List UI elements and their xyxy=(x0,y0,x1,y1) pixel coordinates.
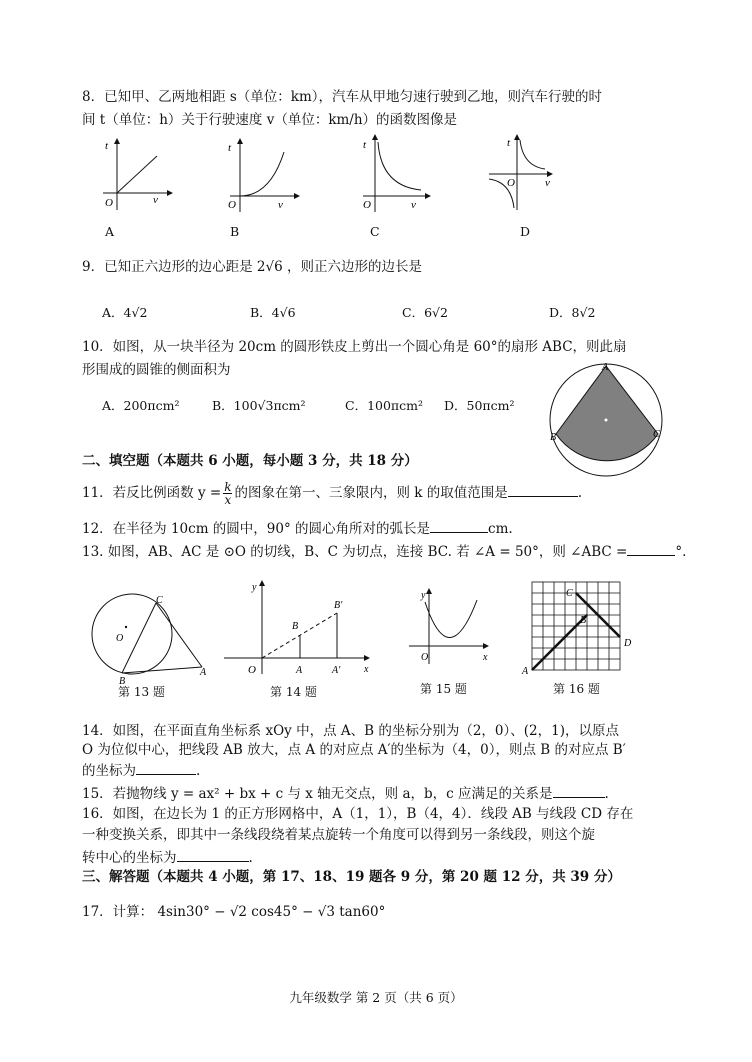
f15-label-y: y xyxy=(421,590,426,601)
f16-label-b: B xyxy=(580,615,587,626)
q8-graph-a xyxy=(95,138,185,218)
figure-16-caption: 第 16 题 xyxy=(553,682,600,696)
q8b-o-label: O xyxy=(228,199,236,211)
q8d-t-label: t xyxy=(507,137,511,149)
q8a-o-label: O xyxy=(105,197,113,209)
q17-line: 17．计算： 4sin30° − √2 cos45° − √3 tan60° xyxy=(82,904,386,920)
q8-graph-b xyxy=(222,138,312,218)
f16-label-c: C xyxy=(566,588,573,599)
page-footer: 九年级数学 第 2 页（共 6 页） xyxy=(289,990,463,1005)
f14-label-x: x xyxy=(364,664,369,675)
f13-label-a: A xyxy=(200,667,207,678)
q8-stem-line2: 间 t（单位：h）关于行驶速度 v（单位：km/h）的函数图像是 xyxy=(82,112,458,128)
q8c-o-label: O xyxy=(363,199,371,211)
figure-16 xyxy=(520,578,645,678)
f14-label-b: B xyxy=(292,621,299,632)
q12-answer-blank[interactable] xyxy=(430,518,488,533)
section2-heading: 二、填空题（本题共 6 小题，每小题 3 分，共 18 分） xyxy=(82,453,418,469)
f13-label-c: C xyxy=(156,595,163,606)
q11-line: 11．若反比例函数 y = $\frac{k}{x}$ 的图象在第一、三象限内，则 k 的取值范围是 . xyxy=(82,480,583,507)
q13-answer-blank[interactable] xyxy=(627,541,675,556)
f16-label-a: A xyxy=(522,666,529,677)
q8-option-b: B xyxy=(230,224,240,239)
q10-stem-line2: 形围成的圆锥的侧面积为 xyxy=(82,362,231,378)
figure-15 xyxy=(405,584,495,672)
q11-pre: 11．若反比例函数 y = xyxy=(82,485,222,501)
q14-line2: O 为位似中心，把线段 AB 放大，点 A 的对应点 A′的坐标为（4，0），则点 B 的对应点 B′ xyxy=(82,742,626,758)
q8d-v-label: v xyxy=(545,177,550,189)
q10-option-b: B．100√3πcm² xyxy=(212,398,306,413)
q11-fraction: $\frac{k}{x}$ xyxy=(224,480,232,507)
q8c-v-label: v xyxy=(411,199,416,211)
q16-line3: 转中心的坐标为 . xyxy=(82,847,253,867)
f14-label-a-prime: A′ xyxy=(332,665,341,676)
q9-option-c: C．6√2 xyxy=(402,305,448,320)
figure-15-caption: 第 15 题 xyxy=(420,682,467,696)
q14-answer-blank[interactable] xyxy=(136,760,196,775)
section3-heading: 三、解答题（本题共 4 小题，第 17、18、19 题各 9 分，第 20 题 12 分，共 39 分） xyxy=(82,869,621,885)
q10-label-a: A xyxy=(602,362,609,373)
q8a-t-label: t xyxy=(105,140,109,152)
f13-label-o: O xyxy=(116,633,124,644)
f16-label-d: D xyxy=(624,638,632,649)
q12-line: 12．在半径为 10cm 的圆中，90° 的圆心角所对的弧长是 cm. xyxy=(82,518,513,538)
f14-label-a: A xyxy=(296,665,303,676)
q10-label-c: C xyxy=(653,429,660,440)
q8-option-a: A xyxy=(105,224,115,239)
q8b-t-label: t xyxy=(228,142,232,154)
q8-option-c: C xyxy=(370,224,380,239)
q10-figure-sector xyxy=(548,360,668,478)
q14-line3: 的坐标为 . xyxy=(82,760,200,780)
figure-13 xyxy=(84,592,214,687)
q10-label-b: B xyxy=(550,432,557,443)
q8c-t-label: t xyxy=(363,139,367,151)
q8-graph-d xyxy=(485,134,565,216)
q8-graph-c xyxy=(355,134,445,216)
q8d-o-label: O xyxy=(507,177,515,189)
f15-label-o: O xyxy=(421,652,429,663)
q11-post: 的图象在第一、三象限内，则 k 的取值范围是 xyxy=(234,485,508,501)
figure-13-caption: 第 13 题 xyxy=(118,685,165,699)
q16-line1: 16．如图，在边长为 1 的正方形网格中，A（1，1），B（4，4）．线段 AB 与线段 CD 存在 xyxy=(82,806,634,822)
q14-line1: 14．如图，在平面直角坐标系 xOy 中，点 A、B 的坐标分别为（2，0）、(2，1)，以原点 xyxy=(82,723,619,739)
f15-label-x: x xyxy=(483,652,488,663)
q16-line2: 一种变换关系，即其中一条线段绕着某点旋转一个角度可以得到另一条线段，则这个旋 xyxy=(82,827,595,843)
q10-option-d: D．50πcm² xyxy=(444,398,515,413)
q13-line: 13. 如图，AB、AC 是 ⊙O 的切线，B、C 为切点，连接 BC. 若 ∠A = 50°，则 ∠ABC = °. xyxy=(82,541,686,561)
q16-answer-blank[interactable] xyxy=(177,847,249,862)
q8b-v-label: v xyxy=(278,199,283,211)
q10-option-c: C．100πcm² xyxy=(345,398,424,413)
q8-stem-line1: 8．已知甲、乙两地相距 s（单位：km），汽车从甲地匀速行驶到乙地，则汽车行驶的时 xyxy=(82,89,603,105)
q10-option-a: A．200πcm² xyxy=(102,398,180,413)
q9-stem: 9．已知正六边形的边心距是 2√6 ，则正六边形的边长是 xyxy=(82,259,422,275)
f14-label-b-prime: B′ xyxy=(334,600,343,611)
q15-answer-blank[interactable] xyxy=(553,783,605,798)
figure-14-caption: 第 14 题 xyxy=(270,685,317,699)
f14-label-o: O xyxy=(248,664,256,676)
q10-stem-line1: 10．如图，从一块半径为 20cm 的圆形铁皮上剪出一个圆心角是 60°的扇形 ABC，则此扇 xyxy=(82,339,627,355)
q9-option-b: B．4√6 xyxy=(250,305,296,320)
q9-option-d: D．8√2 xyxy=(549,305,596,320)
f13-label-b: B xyxy=(119,676,126,687)
q9-option-a: A．4√2 xyxy=(102,305,148,320)
f14-label-y: y xyxy=(252,582,257,593)
q11-answer-blank[interactable] xyxy=(508,482,578,497)
q8a-v-label: v xyxy=(153,194,158,206)
q15-line: 15．若抛物线 y = ax² + bx + c 与 x 轴无交点，则 a，b，c 应满足的关系是 . xyxy=(82,783,609,803)
q8-option-d: D xyxy=(520,224,531,239)
figure-14 xyxy=(222,578,377,680)
